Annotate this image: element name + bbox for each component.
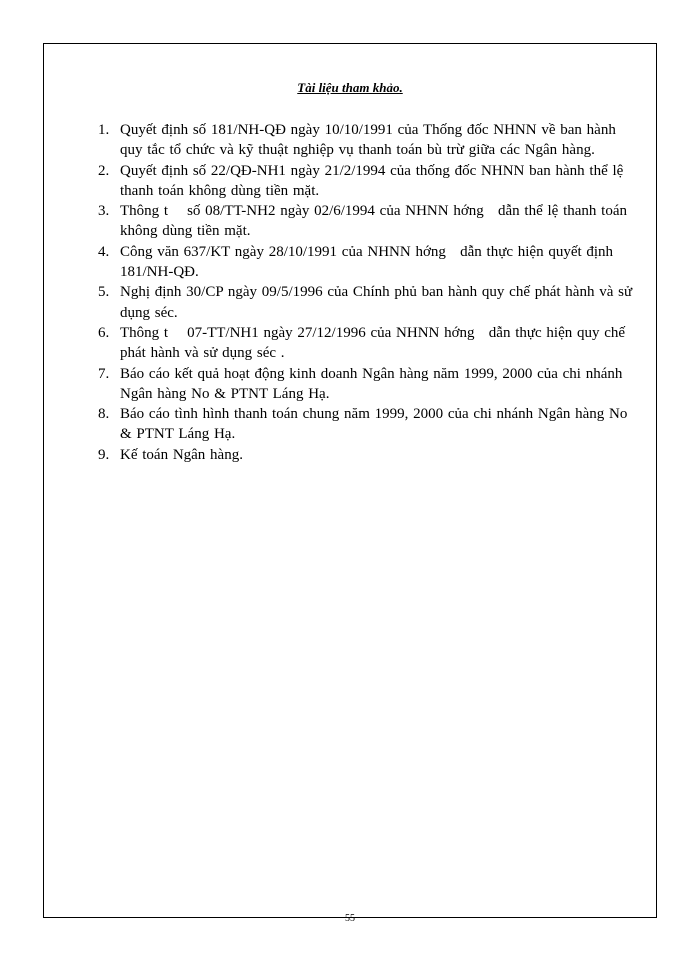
reference-item <box>98 242 638 283</box>
reference-number: 7. <box>98 365 110 382</box>
reference-item <box>98 120 638 161</box>
reference-text: Kế toán Ngân hàng. <box>120 446 243 463</box>
reference-text: Nghị định 30/CP ngày 09/5/1996 của Chính phủ ban hành quy chế phát hành và sử dụng séc. <box>120 284 633 321</box>
reference-item <box>98 161 638 202</box>
reference-text: Quyết định số 181/NH-QĐ ngày 10/10/1991 của Thống đốc NHNN về ban hành quy tắc tổ chức và kỹ thuật nghiệp vụ thanh toán bù trừ giữa các Ngân hàng. <box>120 122 616 159</box>
reference-number: 2. <box>98 162 110 179</box>
reference-text: Thông t 07-TT/NH1 ngày 27/12/1996 của NHNN hớng dẫn thực hiện quy chế phát hành và sử dụng séc . <box>120 324 630 362</box>
reference-number: 3. <box>98 203 110 220</box>
reference-item <box>98 404 638 445</box>
references-title: Tài liệu tham khảo. <box>297 80 403 95</box>
reference-number: 9. <box>98 446 110 463</box>
reference-number: 4. <box>98 243 110 260</box>
reference-item <box>98 201 638 242</box>
reference-number: 8. <box>98 406 110 423</box>
reference-number: 1. <box>98 122 110 138</box>
reference-text: Báo cáo tình hình thanh toán chung năm 1999, 2000 của chi nhánh Ngân hàng No & PTNT Láng Hạ. <box>120 406 628 443</box>
reference-text: Báo cáo kết quả hoạt động kinh doanh Ngân hàng năm 1999, 2000 của chi nhánh Ngân hàng No & PTNT Láng Hạ. <box>120 365 623 402</box>
reference-number: 5. <box>98 284 110 301</box>
references-list <box>98 120 638 465</box>
reference-text: Thông t số 08/TT-NH2 ngày 02/6/1994 của NHNN hớng dẫn thể lệ thanh toán không dùng tiền mặt. <box>120 203 632 240</box>
page-number: 55 <box>345 913 355 924</box>
reference-item <box>98 282 638 323</box>
reference-item <box>98 364 638 405</box>
reference-item <box>98 323 638 364</box>
reference-item <box>98 445 638 465</box>
reference-text: Công văn 637/KT ngày 28/10/1991 của NHNN hớng dẫn thực hiện quyết định 181/NH-QĐ. <box>120 243 618 281</box>
reference-text: Quyết định số 22/QĐ-NH1 ngày 21/2/1994 của thống đốc NHNN ban hành thể lệ thanh toán không dùng tiền mặt. <box>120 162 624 199</box>
reference-number: 6. <box>98 324 110 341</box>
